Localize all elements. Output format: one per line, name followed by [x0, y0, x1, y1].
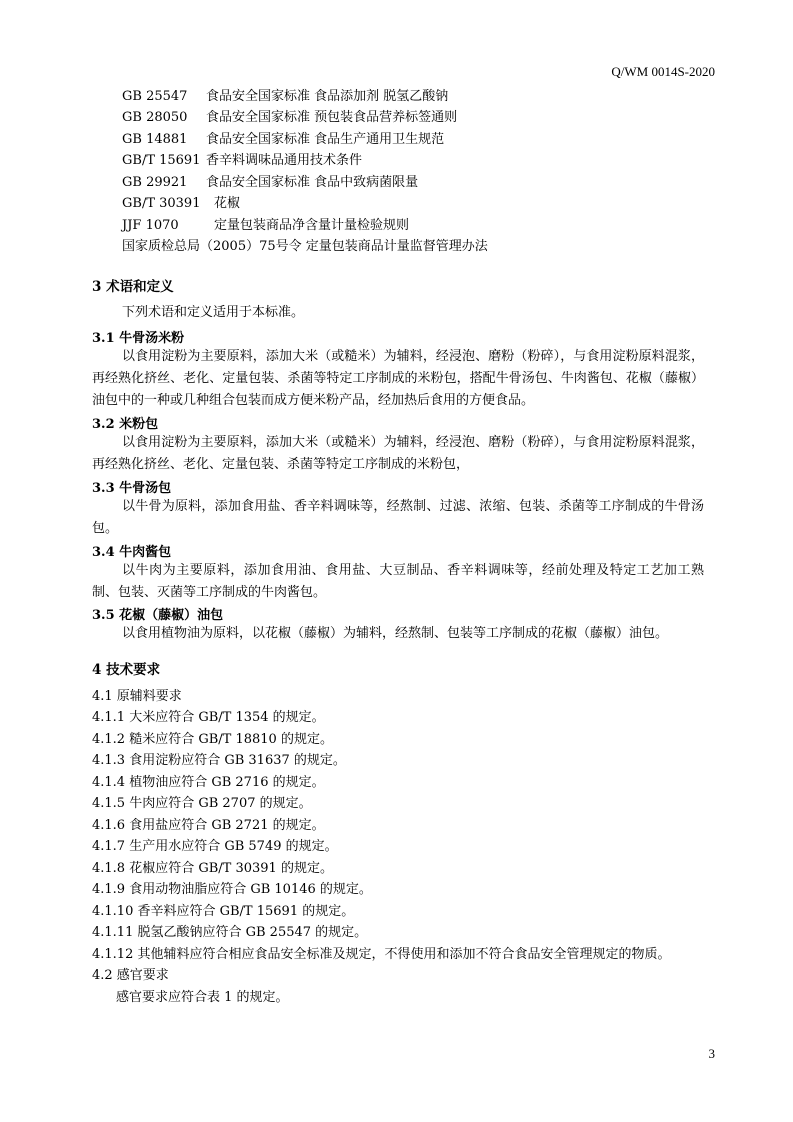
- reference-item: [122, 150, 362, 172]
- term-definition: 以食用植物油为原料，以花椒（藤椒）为辅料，经熬制、包装等工序制成的花椒（藤椒）油包。: [122, 626, 669, 641]
- requirement-item: 4.1.12 其他辅料应符合相应食品安全标准及规定，不得使用和添加不符合食品安全管理规定的物质。: [92, 947, 671, 962]
- reference-code: JJF 1070: [122, 218, 179, 233]
- reference-title: 花椒: [214, 196, 241, 211]
- reference-item: [122, 236, 488, 258]
- reference-title: 定量包装商品净含量计量检验规则: [214, 218, 410, 233]
- reference-title: 食品安全国家标准 食品生产通用卫生规范: [206, 132, 445, 147]
- requirement-item: 4.1.6 食用盐应符合 GB 2721 的规定。: [92, 818, 325, 833]
- term-heading: 3.4 牛肉酱包: [92, 545, 172, 560]
- reference-title: 香辛料调味品通用技术条件: [206, 153, 363, 168]
- term-heading: 3.2 米粉包: [92, 417, 159, 432]
- term-definition: 以牛骨为原料，添加食用盐、香辛料调味等，经熬制、过滤、浓缩、包装、杀菌等工序制成的牛骨汤包。: [92, 499, 704, 536]
- requirement-item: 4.1.5 牛肉应符合 GB 2707 的规定。: [92, 796, 312, 811]
- requirement-item: 4.2 感官要求: [92, 968, 169, 983]
- reference-code: GB 29921: [122, 175, 188, 190]
- reference-item: [122, 129, 444, 151]
- reference-item: [122, 215, 409, 237]
- requirement-item: 4.1.11 脱氢乙酸钠应符合 GB 25547 的规定。: [92, 925, 368, 940]
- reference-code: GB 14881: [122, 132, 188, 147]
- term-definition: 以牛肉为主要原料，添加食用油、食用盐、大豆制品、香辛料调味等，经前处理及特定工艺加工熟制、包装、灭菌等工序制成的牛肉酱包。: [92, 563, 704, 600]
- requirement-item: 4.1.10 香辛料应符合 GB/T 15691 的规定。: [92, 904, 355, 919]
- reference-item: [122, 193, 240, 215]
- reference-title: 食品安全国家标准 预包装食品营养标签通则: [206, 110, 458, 125]
- reference-code: GB 25547: [122, 89, 188, 104]
- requirement-item: 4.1.1 大米应符合 GB/T 1354 的规定。: [92, 710, 325, 725]
- reference-title: 食品安全国家标准 食品添加剂 脱氢乙酸钠: [206, 89, 449, 104]
- reference-title: 国家质检总局（2005）75号令 定量包装商品计量监督管理办法: [122, 239, 488, 254]
- page-number: 3: [708, 1046, 715, 1061]
- section-heading: 3 术语和定义: [92, 279, 174, 295]
- requirement-item: 感官要求应符合表 1 的规定。: [116, 990, 289, 1005]
- requirement-item: 4.1.7 生产用水应符合 GB 5749 的规定。: [92, 839, 338, 854]
- reference-code: GB/T 15691: [122, 153, 201, 168]
- section-intro: 下列术语和定义适用于本标准。: [122, 305, 305, 320]
- term-heading: 3.1 牛骨汤米粉: [92, 331, 185, 346]
- requirement-item: 4.1.9 食用动物油脂应符合 GB 10146 的规定。: [92, 882, 372, 897]
- reference-item: [122, 172, 418, 194]
- term-definition: 以食用淀粉为主要原料，添加大米（或糙米）为辅料，经浸泡、磨粉（粉碎），与食用淀粉原料混浆，再经熟化挤丝、老化、定量包装、杀菌等特定工序制成的米粉包，搭配牛骨汤包、牛肉酱包、花椒（藤椒）油包中的一种或几种组合包装而成方便米粉产品，经加热后食用的方便食品。: [92, 349, 704, 408]
- requirement-item: 4.1 原辅料要求: [92, 689, 182, 704]
- reference-item: [122, 86, 448, 108]
- requirement-item: 4.1.2 糙米应符合 GB/T 18810 的规定。: [92, 732, 333, 747]
- requirement-item: 4.1.8 花椒应符合 GB/T 30391 的规定。: [92, 861, 333, 876]
- reference-item: [122, 107, 457, 129]
- requirement-item: 4.1.3 食用淀粉应符合 GB 31637 的规定。: [92, 753, 346, 768]
- requirement-item: 4.1.4 植物油应符合 GB 2716 的规定。: [92, 775, 325, 790]
- reference-code: GB 28050: [122, 110, 188, 125]
- section-heading: 4 技术要求: [92, 662, 161, 678]
- reference-title: 食品安全国家标准 食品中致病菌限量: [206, 175, 419, 190]
- term-heading: 3.5 花椒（藤椒）油包: [92, 608, 224, 623]
- term-definition: 以食用淀粉为主要原料，添加大米（或糙米）为辅料，经浸泡、磨粉（粉碎），与食用淀粉原料混浆，再经熟化挤丝、老化、定量包装、杀菌等特定工序制成的米粉包，: [92, 435, 704, 472]
- reference-code: GB/T 30391: [122, 196, 201, 211]
- term-heading: 3.3 牛骨汤包: [92, 481, 172, 496]
- document-code: Q/WM 0014S-2020: [611, 64, 715, 79]
